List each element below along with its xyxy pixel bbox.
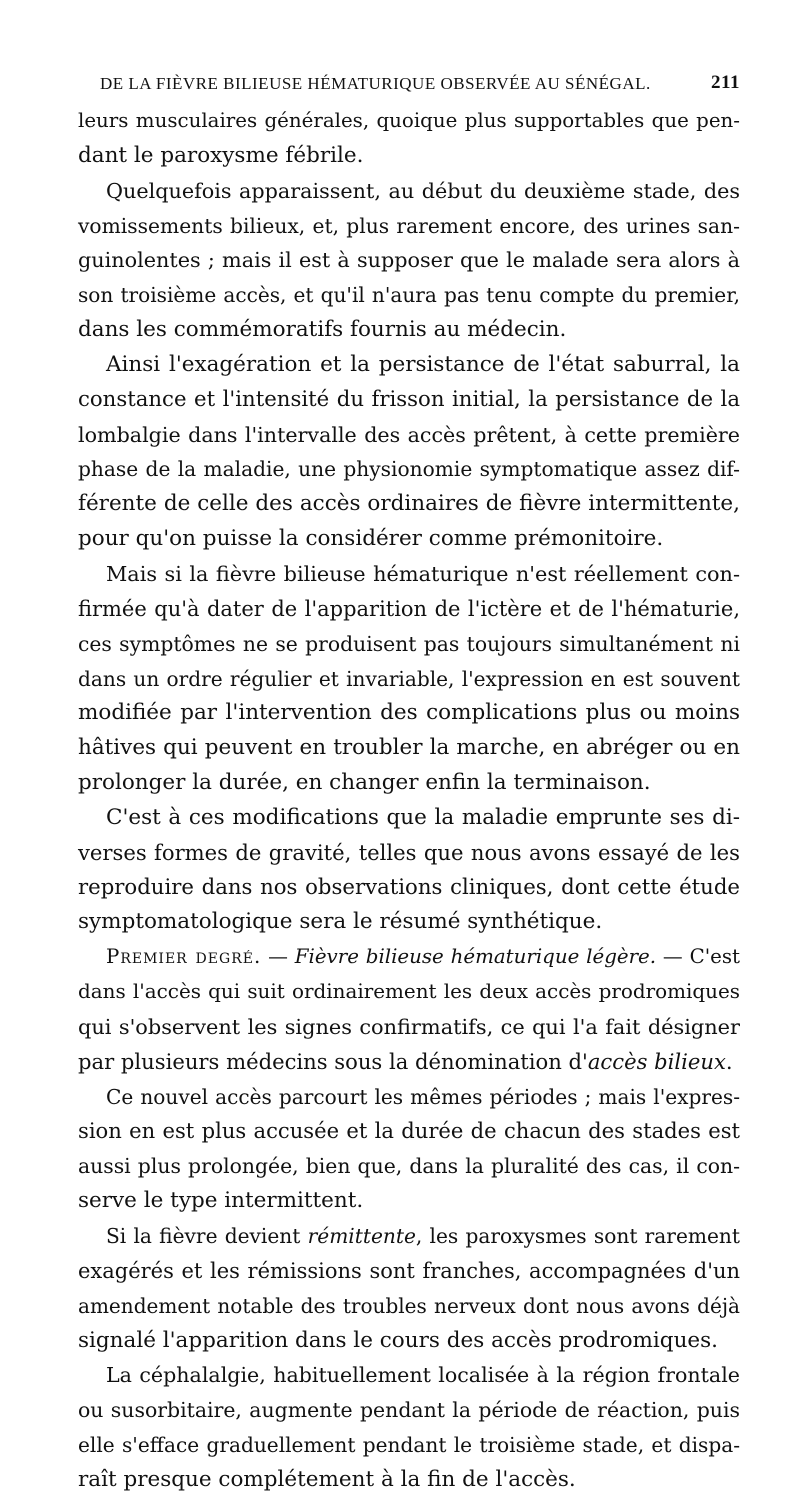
text-line: dant le paroxysme fébrile. <box>78 142 364 168</box>
text-line: ces symptômes ne se produisent pas toujours simultanément ni <box>78 631 740 656</box>
text-line: serve le type intermittent. <box>78 1188 364 1214</box>
heading-dash: — <box>261 945 295 969</box>
paragraph-exageration <box>78 348 740 557</box>
text-line: dans les commémoratifs fournis au médecin. <box>78 317 567 343</box>
paragraph-vomissements <box>78 174 740 348</box>
running-head-title: DE LA FIÈVRE BILIEUSE HÉMATURIQUE OBSERVÉE AU SÉNÉGAL. <box>100 74 651 93</box>
text-line: Mais si la fièvre bilieuse hématurique n'est réellement con- <box>106 561 740 586</box>
text-line: férente de celle des accès ordinaires de fièvre intermittente, <box>78 491 740 517</box>
text-line: hâtives qui peuvent en troubler la marche, en abréger ou en <box>78 735 740 761</box>
text-line: dans un ordre régulier et invariable, l'expression en est souvent <box>78 666 740 691</box>
running-head <box>100 70 740 100</box>
text-line: signalé l'apparition dans le cours des accès prodromiques. <box>78 1327 719 1353</box>
text-line: sion en est plus accusée et la durée de chacun des stades est <box>78 1118 740 1144</box>
text-line: aussi plus prolongée, bien que, dans la pluralité des cas, il con- <box>78 1154 740 1179</box>
text-line <box>78 1219 740 1254</box>
text-line: symptomatologique sera le résumé synthétique. <box>78 909 603 935</box>
section-premier-degre <box>78 940 740 1079</box>
text-line: son troisième accès, et qu'il n'aura pas tenu compte du premier, <box>78 283 740 308</box>
text-line: modifiée par l'intervention des complications plus ou moins <box>78 700 740 726</box>
section-heading-title: Fièvre bilieuse hématurique légère. <box>294 945 657 969</box>
text-line: lombalgie dans l'intervalle des accès prêtent, à cette première <box>78 422 740 447</box>
text-line: exagérés et les rémissions sont franches, accompagnées d'un <box>78 1258 740 1283</box>
italic-term: accès bilieux <box>587 1048 726 1074</box>
text-line: raît presque complétement à la fin de l'accès. <box>78 1466 576 1492</box>
text-line: constance et l'intensité du frisson initial, la persistance de la <box>78 386 740 412</box>
text-line: guinolentes ; mais il est à supposer que le malade sera alors à <box>78 248 740 273</box>
page-number: 211 <box>711 72 740 93</box>
text-line: Ce nouvel accès parcourt les mêmes périodes ; mais l'expres- <box>106 1084 740 1109</box>
text-line: dans l'accès qui suit ordinairement les deux accès prodromiques <box>78 980 740 1004</box>
text-fragment: , les paroxysmes sont rarement <box>415 1224 740 1248</box>
text-fragment: par plusieurs médecins sous la dénomination d' <box>78 1048 588 1074</box>
text-line: amendement notable des troubles nerveux dont nous avons déjà <box>78 1293 740 1318</box>
text-line: C'est à ces modifications que la maladie emprunte ses di- <box>106 804 740 830</box>
text-line: reproduire dans nos observations cliniques, dont cette étude <box>78 874 740 900</box>
paragraph-nouvel-acces <box>78 1080 740 1219</box>
text-line: verses formes de gravité, telles que nous avons essayé de les <box>78 839 740 865</box>
text-line: firmée qu'à dater de l'apparition de l'ictère et de l'hématurie, <box>78 596 740 621</box>
paragraph-modifications <box>78 801 740 940</box>
text-line <box>78 1045 740 1080</box>
text-line: phase de la maladie, une physionomie symptomatique assez dif- <box>78 457 740 482</box>
text-line: Quelquefois apparaissent, au début du deuxième stade, des <box>106 178 740 203</box>
section-heading-label: Premier degré. <box>106 945 262 969</box>
heading-continuation: — C'est <box>656 945 741 969</box>
text-line: vomissements bilieux, et, plus rarement encore, des urines san- <box>78 213 740 238</box>
text-line: leurs musculaires générales, quoique plus supportables que pen- <box>78 109 740 132</box>
text-line: ou susorbitaire, augmente pendant la période de réaction, puis <box>78 1398 740 1423</box>
paragraph-cephalalgie <box>78 1358 740 1497</box>
text-line: elle s'efface graduellement pendant le troisième stade, et dispa- <box>78 1433 740 1458</box>
text-line: Ainsi l'exagération et la persistance de l'état saburral, la <box>106 351 740 377</box>
text-line: La céphalalgie, habituellement localisée à la région frontale <box>106 1363 740 1388</box>
paragraph-confirmee <box>78 557 740 801</box>
text-line: pour qu'on puisse la considérer comme prémonitoire. <box>78 526 664 552</box>
italic-term: rémittente <box>307 1224 416 1248</box>
text-line: qui s'observent les signes confirmatifs, ce qui l'a fait désigner <box>78 1014 740 1039</box>
text-fragment: . <box>725 1048 733 1074</box>
paragraph-continuation <box>78 104 740 174</box>
section-heading-line <box>78 940 740 975</box>
text-line: prolonger la durée, en changer enfin la terminaison. <box>78 770 651 796</box>
body-text <box>78 104 740 1498</box>
text-fragment: Si la fièvre devient <box>106 1224 308 1248</box>
paragraph-remittente <box>78 1219 740 1358</box>
